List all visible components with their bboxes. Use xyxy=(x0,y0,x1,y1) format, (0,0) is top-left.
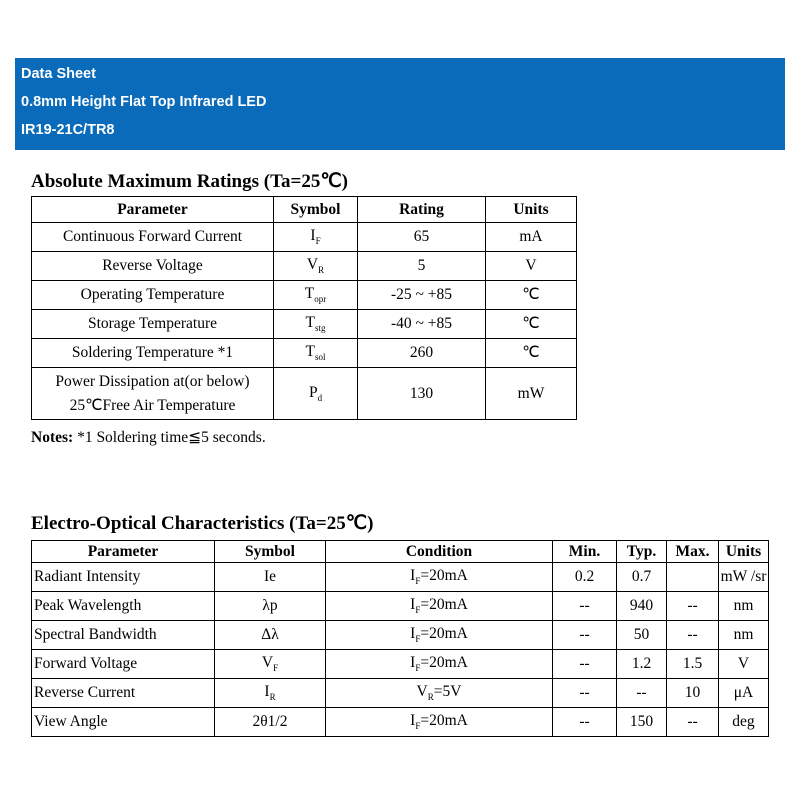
typ-cell: 940 xyxy=(617,592,667,621)
column-header: Symbol xyxy=(215,541,326,563)
table-row xyxy=(32,679,769,708)
doc-type: Data Sheet xyxy=(21,66,96,82)
max-cell: -- xyxy=(667,621,719,650)
units-cell: ℃ xyxy=(486,281,577,310)
notes-label: Notes: xyxy=(31,429,74,446)
column-header: Rating xyxy=(358,197,486,223)
parameter-cell: Operating Temperature xyxy=(32,281,274,310)
table-row xyxy=(32,368,577,420)
units-cell: deg xyxy=(719,708,769,737)
condition-cell: $I_F=20mA$ xyxy=(326,621,553,650)
min-cell: -- xyxy=(553,592,617,621)
parameter-cell: Reverse Current xyxy=(32,679,215,708)
parameter-cell: Reverse Voltage xyxy=(32,252,274,281)
column-header: Max. xyxy=(667,541,719,563)
parameter-cell: View Angle xyxy=(32,708,215,737)
table-header-row xyxy=(32,541,769,563)
units-cell: ℃ xyxy=(486,339,577,368)
typ-cell: 50 xyxy=(617,621,667,650)
units-cell: nm xyxy=(719,592,769,621)
parameter-cell: Peak Wavelength xyxy=(32,592,215,621)
condition-cell: $V_R=5V$ xyxy=(326,679,553,708)
symbol-cell: 2θ1/2 xyxy=(215,708,326,737)
table-row xyxy=(32,252,577,281)
table-row xyxy=(32,708,769,737)
max-cell: -- xyxy=(667,592,719,621)
symbol-cell: $T_{opr}$ xyxy=(274,281,358,310)
typ-cell: 0.7 xyxy=(617,563,667,592)
min-cell: -- xyxy=(553,650,617,679)
table-row xyxy=(32,281,577,310)
table-row xyxy=(32,563,769,592)
part-number: IR19-21C/TR8 xyxy=(21,122,115,138)
parameter-cell: Continuous Forward Current xyxy=(32,223,274,252)
min-cell: 0.2 xyxy=(553,563,617,592)
symbol-cell: $V_F$ xyxy=(215,650,326,679)
units-cell: mW /sr xyxy=(719,563,769,592)
units-cell: mA xyxy=(486,223,577,252)
typ-cell: -- xyxy=(617,679,667,708)
rating-cell: -25 ~ +85 xyxy=(358,281,486,310)
parameter-cell: Soldering Temperature *1 xyxy=(32,339,274,368)
header-banner xyxy=(15,58,785,150)
table-row xyxy=(32,650,769,679)
units-cell: nm xyxy=(719,621,769,650)
product-title: 0.8mm Height Flat Top Infrared LED xyxy=(21,94,267,110)
parameter-cell: Forward Voltage xyxy=(32,650,215,679)
electro-optical-table xyxy=(31,540,769,737)
parameter-cell: Power Dissipation at(or below) 25℃Free Air Temperature xyxy=(32,368,274,420)
units-cell: V xyxy=(486,252,577,281)
table-row xyxy=(32,621,769,650)
symbol-cell: Δλ xyxy=(215,621,326,650)
column-header: Parameter xyxy=(32,541,215,563)
rating-cell: 130 xyxy=(358,368,486,420)
electro-optical-heading: Electro-Optical Characteristics (Ta=25℃) xyxy=(31,513,374,534)
symbol-cell: $I_R$ xyxy=(215,679,326,708)
column-header: Typ. xyxy=(617,541,667,563)
units-cell: V xyxy=(719,650,769,679)
column-header: Units xyxy=(719,541,769,563)
parameter-cell: Radiant Intensity xyxy=(32,563,215,592)
rating-cell: 260 xyxy=(358,339,486,368)
rating-cell: 5 xyxy=(358,252,486,281)
symbol-cell: λp xyxy=(215,592,326,621)
max-cell: 1.5 xyxy=(667,650,719,679)
rating-cell: 65 xyxy=(358,223,486,252)
column-header: Condition xyxy=(326,541,553,563)
column-header: Parameter xyxy=(32,197,274,223)
symbol-cell: Ie xyxy=(215,563,326,592)
notes xyxy=(31,428,266,447)
typ-cell: 150 xyxy=(617,708,667,737)
symbol-cell: $T_{sol}$ xyxy=(274,339,358,368)
parameter-cell: Storage Temperature xyxy=(32,310,274,339)
units-cell: mW xyxy=(486,368,577,420)
typ-cell: 1.2 xyxy=(617,650,667,679)
symbol-cell: $V_R$ xyxy=(274,252,358,281)
max-cell: 10 xyxy=(667,679,719,708)
condition-cell: $I_F=20mA$ xyxy=(326,592,553,621)
symbol-cell: $P_d$ xyxy=(274,368,358,420)
symbol-cell: $I_F$ xyxy=(274,223,358,252)
max-cell: -- xyxy=(667,708,719,737)
notes-text: *1 Soldering time≦5 seconds. xyxy=(73,429,266,446)
min-cell: -- xyxy=(553,621,617,650)
condition-cell: $I_F=20mA$ xyxy=(326,708,553,737)
table-row xyxy=(32,339,577,368)
column-header: Units xyxy=(486,197,577,223)
condition-cell: $I_F=20mA$ xyxy=(326,650,553,679)
column-header: Symbol xyxy=(274,197,358,223)
min-cell: -- xyxy=(553,679,617,708)
units-cell: ℃ xyxy=(486,310,577,339)
column-header: Min. xyxy=(553,541,617,563)
condition-cell: $I_F=20mA$ xyxy=(326,563,553,592)
min-cell: -- xyxy=(553,708,617,737)
abs-max-table xyxy=(31,196,577,420)
table-row xyxy=(32,223,577,252)
symbol-cell: $T_{stg}$ xyxy=(274,310,358,339)
abs-max-heading: Absolute Maximum Ratings (Ta=25℃) xyxy=(31,171,349,192)
table-header-row xyxy=(32,197,577,223)
rating-cell: -40 ~ +85 xyxy=(358,310,486,339)
parameter-cell: Spectral Bandwidth xyxy=(32,621,215,650)
table-row xyxy=(32,592,769,621)
units-cell: μA xyxy=(719,679,769,708)
max-cell xyxy=(667,563,719,592)
table-row xyxy=(32,310,577,339)
